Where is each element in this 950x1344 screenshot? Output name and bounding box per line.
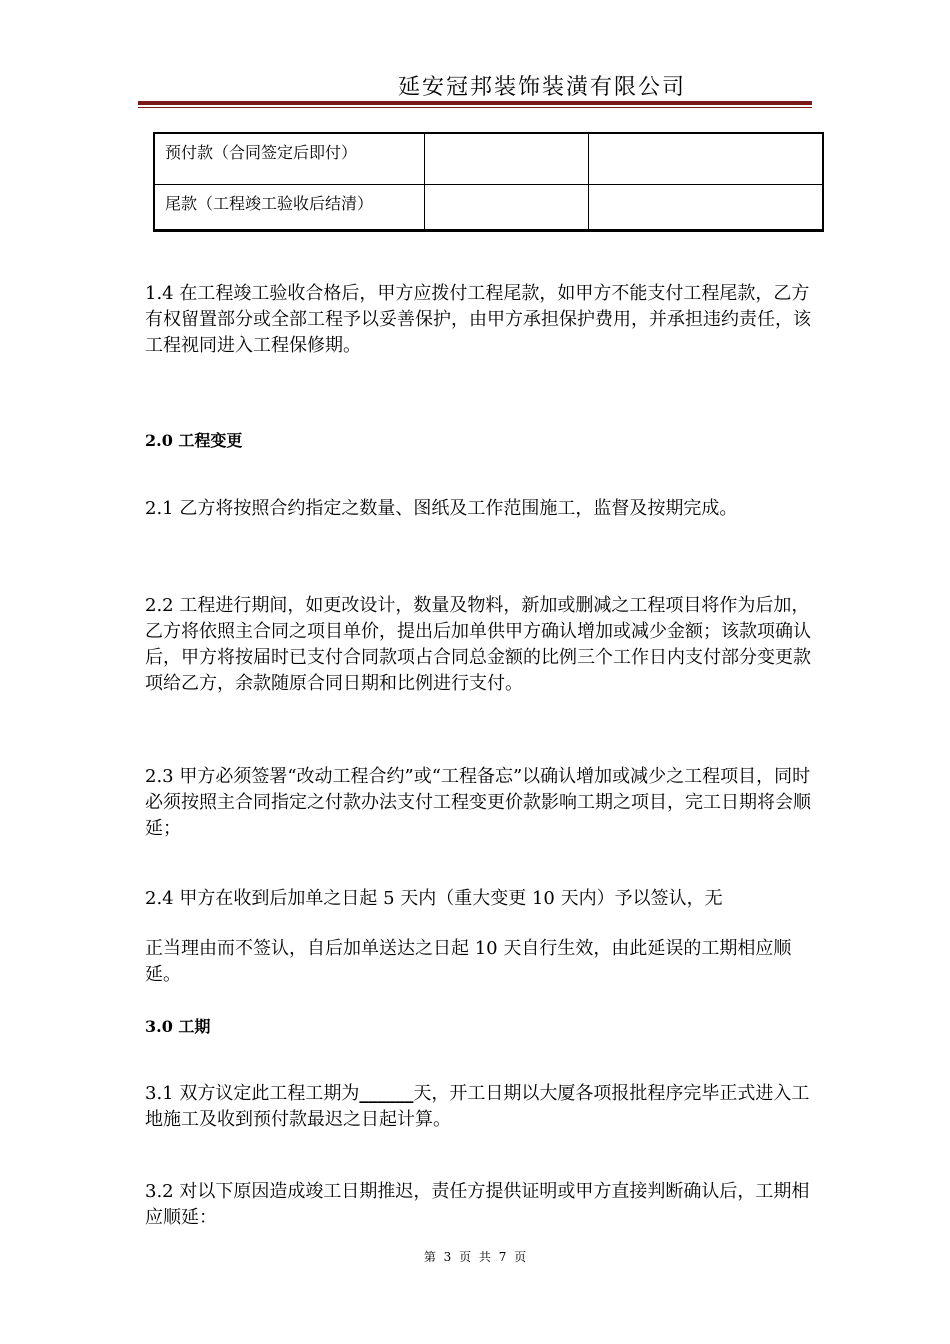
clause-3-2: 3.2 对以下原因造成竣工日期推迟，责任方提供证明或甲方直接判断确认后，工期相应顺延： [145, 1181, 810, 1228]
payment-note-cell [588, 185, 823, 231]
clause-2-4-line1: 2.4 甲方在收到后加单之日起 5 天内（重大变更 10 天内）予以签认，无 [145, 888, 723, 909]
clause-2-4-line2: 正当理由而不签认，自后加单送达之日起 10 天自行生效，由此延误的工期相应顺延。 [145, 938, 792, 985]
table-row [154, 185, 823, 231]
header-rule-thick [138, 101, 812, 105]
clause-2-2: 2.2 工程进行期间，如更改设计，数量及物料，新加或删减之工程项目将作为后加，乙方将依照主合同之项目单价，提出后加单供甲方确认增加或减少金额；该款项确认后，甲方将按届时已支付合同款项占合同总金额的比例三个工作日内支付部分变更款项给乙方，余款随原合同日期和比例进行支付。 [145, 595, 811, 694]
clause-2-3: 2.3 甲方必须签署“改动工程合约”或“工程备忘”以确认增加或减少之工程项目，同时必须按照主合同指定之付款办法支付工程变更价款影响工期之项目，完工日期将会顺延； [145, 766, 811, 839]
section-3-title: 3.0 工期 [145, 1017, 211, 1036]
payment-amount-cell [425, 133, 589, 185]
payment-label-cell: 尾款（工程竣工验收后结清） [154, 185, 425, 231]
payment-label-cell: 预付款（合同签定后即付） [154, 133, 425, 185]
payment-amount-cell [425, 185, 589, 231]
company-name: 延安冠邦装饰装潢有限公司 [398, 75, 687, 100]
clause-3-1-suffix: 天，开工日期以大厦各项报批程序完毕正式进入工地施工及收到预付款最迟之日起计算。 [145, 1083, 810, 1130]
page-footer: 第 3 页 共 7 页 [423, 1250, 527, 1264]
clause-2-1: 2.1 乙方将按照合约指定之数量、图纸及工作范围施工，监督及按期完成。 [145, 498, 738, 519]
section-2-title: 2.0 工程变更 [145, 431, 243, 450]
table-row [154, 133, 823, 185]
clause-3-1-prefix: 3.1 双方议定此工程工期为 [145, 1083, 360, 1104]
header-rule-thin [138, 107, 812, 108]
payment-note-cell [588, 133, 823, 185]
payment-table [153, 132, 824, 232]
duration-blank: ______ [359, 1083, 414, 1104]
clause-1-4: 1.4 在工程竣工验收合格后，甲方应拨付工程尾款，如甲方不能支付工程尾款，乙方有权留置部分或全部工程予以妥善保护，由甲方承担保护费用，并承担违约责任，该工程视同进入工程保修期。 [145, 283, 811, 356]
clause-3-1 [145, 1081, 815, 1133]
